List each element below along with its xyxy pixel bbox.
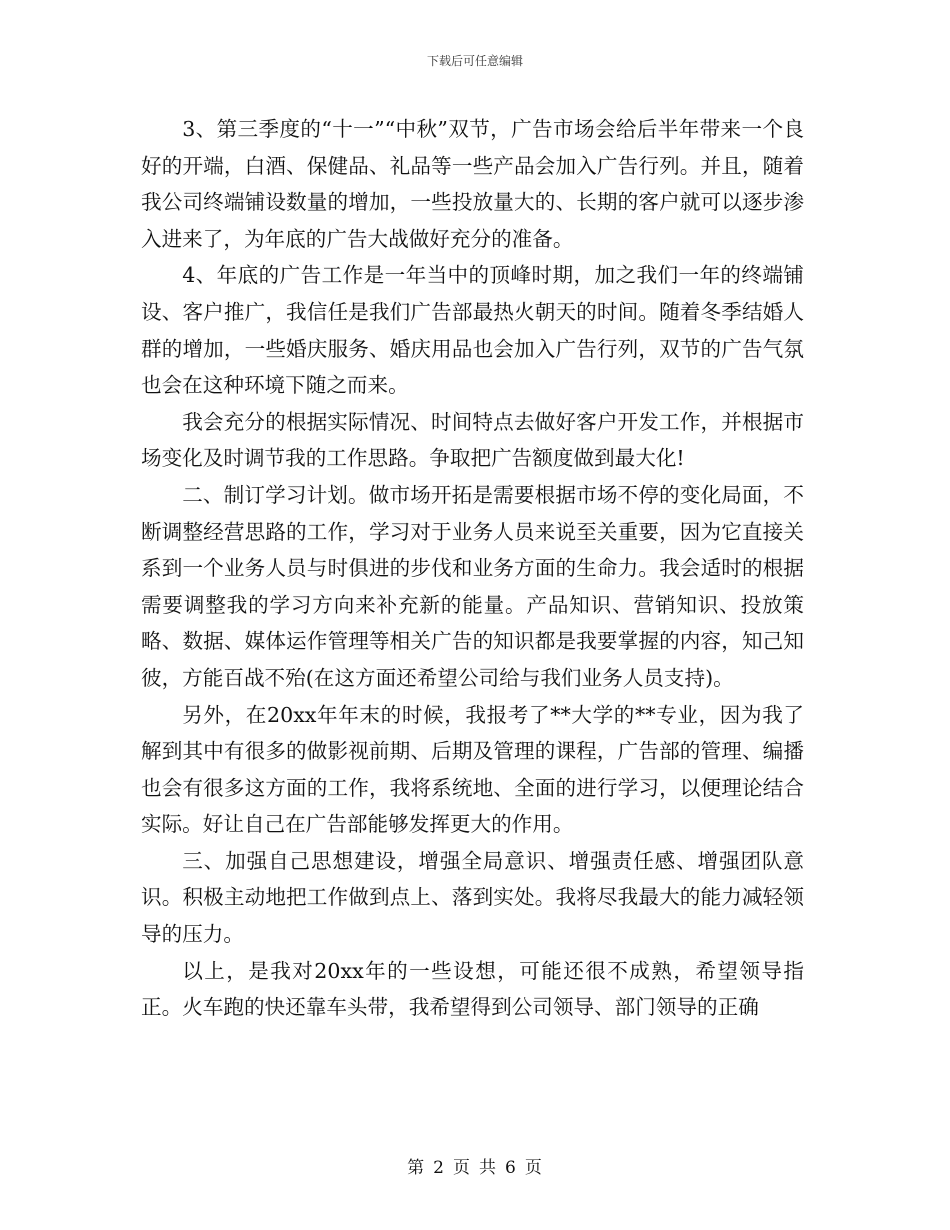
- paragraph-self-improvement: 三、加强自己思想建设，增强全局意识、增强责任感、增强团队意识。积极主动地把工作做到点上、落到实处。我将尽我最大的能力减轻领导的压力。: [141, 848, 804, 947]
- document-body: [141, 111, 804, 1026]
- paragraph-further-study: 另外，在20xx年年末的时候，我报考了**大学的**专业，因为我了解到其中有很多的做影视前期、后期及管理的课程，广告部的管理、编播也会有很多这方面的工作，我将系统地、全面的进行学习，以便理论结合实际。好让自己在广告部能够发挥更大的作用。: [141, 702, 804, 837]
- paragraph-client-development: 我会充分的根据实际情况、时间特点去做好客户开发工作，并根据市场变化及时调节我的工作思路。争取把广告额度做到最大化!: [141, 409, 804, 471]
- footer-suffix: 页: [524, 1158, 543, 1178]
- paragraph-q3-plan: 3、第三季度的“十一”“中秋”双节，广告市场会给后半年带来一个良好的开端，白酒、保健品、礼品等一些产品会加入广告行列。并且，随着我公司终端铺设数量的增加，一些投放量大的、长期的客户就可以逐步渗入进来了，为年底的广告大战做好充分的准备。: [141, 117, 804, 251]
- footer-total-pages: 6: [505, 1158, 517, 1178]
- footer-page-word: 页: [453, 1158, 471, 1178]
- footer-prefix: 第: [407, 1158, 426, 1178]
- footer-total-word: 共: [479, 1158, 497, 1178]
- footer-page-number: 2: [433, 1158, 445, 1178]
- paragraph-study-plan: 二、制订学习计划。做市场开拓是需要根据市场不停的变化局面，不断调整经营思路的工作，学习对于业务人员来说至关重要，因为它直接关系到一个业务人员与时俱进的步伐和业务方面的生命力。我会适时的根据需要调整我的学习方向来补充新的能量。产品知识、营销知识、投放策略、数据、媒体运作管理等相关广告的知识都是我要掌握的内容，知己知彼，方能百战不殆(在这方面还希望公司给与我们业务人员支持)。: [141, 482, 804, 690]
- paragraph-year-end-plan: 4、年底的广告工作是一年当中的顶峰时期，加之我们一年的终端铺设、客户推广，我信任是我们广告部最热火朝天的时间。随着冬季结婚人群的增加，一些婚庆服务、婚庆用品也会加入广告行列，双节的广告气氛也会在这种环境下随之而来。: [141, 263, 804, 398]
- page-footer: [0, 1153, 950, 1178]
- page-header: 下载后可任意编辑: [426, 54, 523, 68]
- paragraph-conclusion: 以上，是我对20xx年的一些设想，可能还很不成熟，希望领导指正。火车跑的快还靠车头带，我希望得到公司领导、部门领导的正确: [141, 958, 804, 1020]
